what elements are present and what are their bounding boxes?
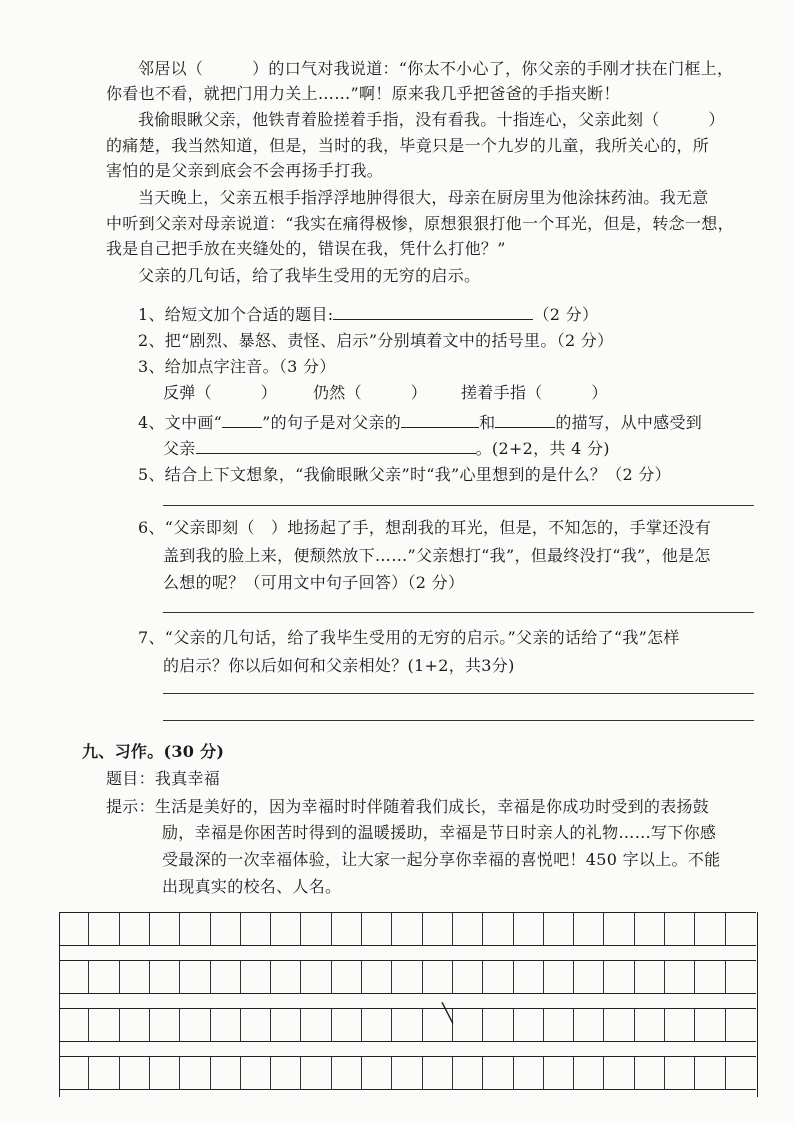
grid-cell-divider [210, 961, 211, 993]
composition-hint: 受最深的一次幸福体验，让大家一起分享你幸福的喜悦吧！450 字以上。不能 [162, 850, 721, 869]
grid-cell-divider [149, 961, 150, 993]
grid-cell-divider [149, 1009, 150, 1041]
question-4 [138, 411, 702, 434]
grid-cell-divider [149, 1057, 150, 1089]
grid-cell-divider [331, 961, 332, 993]
grid-cell-divider [694, 1009, 695, 1041]
grid-cell-divider [452, 913, 453, 945]
grid-cell-divider [603, 1057, 604, 1089]
grid-cell-divider [452, 1057, 453, 1089]
question-5: 5、结合上下文想象，“我偷眼瞅父亲”时“我”心里想到的是什么？（2 分） [138, 465, 671, 484]
grid-cell-divider [88, 1009, 89, 1041]
grid-cell-divider [270, 961, 271, 993]
composition-hint: 提示：生活是美好的，因为幸福时时伴随着我们成长，幸福是你成功时受到的表扬鼓 [106, 797, 710, 816]
composition-hint: 励，幸福是你困苦时得到的温暖援助，幸福是节日时亲人的礼物……写下你感 [162, 823, 717, 842]
grid-cell-divider [573, 913, 574, 945]
grid-cell-divider [513, 1009, 514, 1041]
pinyin-item: 搓着手指（ ） [461, 383, 608, 402]
grid-cell-divider [210, 1009, 211, 1041]
answer-blank[interactable] [222, 411, 262, 428]
answer-blank[interactable] [401, 411, 479, 428]
grid-cell-divider [270, 1057, 271, 1089]
grid-cell-divider [513, 1057, 514, 1089]
grid-cell-divider [603, 913, 604, 945]
answer-line[interactable] [163, 693, 754, 694]
grid-cell-divider [422, 913, 423, 945]
grid-cell-divider [240, 1057, 241, 1089]
passage-line: 我偷眼瞅父亲，他铁青着脸搓着手指，没有看我。十指连心，父亲此刻（ ） [138, 110, 725, 129]
grid-cell-divider [573, 1009, 574, 1041]
answer-line[interactable] [163, 720, 754, 721]
grid-cell-divider [119, 1057, 120, 1089]
grid-cell-divider [331, 913, 332, 945]
passage-line: 中听到父亲对母亲说道：“我实在痛得极惨，原想狠狠打他一个耳光，但是，转念一想， [106, 214, 734, 233]
grid-cell-divider [725, 1009, 726, 1041]
grid-cell-divider [179, 961, 180, 993]
grid-cell-divider [179, 913, 180, 945]
grid-cell-divider [694, 913, 695, 945]
grid-cell-divider [361, 1057, 362, 1089]
grid-cell-divider [513, 961, 514, 993]
writing-grid-row[interactable] [59, 960, 756, 994]
grid-cell-divider [361, 1009, 362, 1041]
question-4-text: 父亲 [163, 439, 196, 458]
question-4-text: ”的句子是对父亲的 [262, 413, 402, 432]
writing-grid-row[interactable] [59, 1056, 756, 1090]
grid-cell-divider [543, 1057, 544, 1089]
answer-blank[interactable] [495, 411, 555, 428]
grid-cell-divider [179, 1009, 180, 1041]
grid-cell-divider [300, 913, 301, 945]
grid-cell-divider [634, 913, 635, 945]
grid-cell-divider [664, 961, 665, 993]
pinyin-item: 仍然（ ） [313, 383, 428, 402]
passage-line: 父亲的几句话，给了我毕生受用的无穷的启示。 [138, 266, 481, 285]
grid-cell-divider [391, 961, 392, 993]
grid-cell-divider [300, 1009, 301, 1041]
grid-cell-divider [422, 1009, 423, 1041]
grid-cell-divider [210, 913, 211, 945]
grid-cell-divider [694, 1057, 695, 1089]
passage-line: 邻居以（ ）的口气对我说道：“你太不小心了，你父亲的手刚才扶在门框上， [138, 59, 734, 78]
passage-line: 当天晚上，父亲五根手指浮浮地肿得很大，母亲在厨房里为他涂抹药油。我无意 [138, 188, 709, 207]
grid-cell-divider [573, 961, 574, 993]
composition-hint: 出现真实的校名、人名。 [162, 877, 342, 896]
grid-cell-divider [300, 961, 301, 993]
grid-cell-divider [603, 961, 604, 993]
writing-grid-row[interactable] [59, 1008, 756, 1042]
passage-line: 我是自己把手放在夹缝处的，错误在我，凭什么打他？” [106, 239, 506, 258]
grid-cell-divider [331, 1057, 332, 1089]
grid-cell-divider [543, 961, 544, 993]
grid-cell-divider [634, 961, 635, 993]
grid-cell-divider [482, 1057, 483, 1089]
grid-cell-divider [119, 1009, 120, 1041]
grid-cell-divider [664, 1009, 665, 1041]
question-7: 的启示？你以后如何和父亲相处？(1+2，共3分) [163, 656, 515, 675]
grid-cell-divider [513, 913, 514, 945]
stray-mark: ╲ [442, 1003, 453, 1024]
writing-grid-row[interactable] [59, 912, 756, 946]
grid-cell-divider [664, 1057, 665, 1089]
grid-cell-divider [543, 913, 544, 945]
question-2: 2、把“剧烈、暴怒、责怪、启示”分别填着文中的括号里。（2 分） [138, 331, 614, 350]
grid-cell-divider [240, 1009, 241, 1041]
answer-blank[interactable] [196, 437, 476, 454]
grid-cell-divider [573, 1057, 574, 1089]
grid-cell-divider [543, 1009, 544, 1041]
grid-cell-divider [361, 961, 362, 993]
answer-line[interactable] [163, 505, 754, 506]
grid-cell-divider [725, 913, 726, 945]
question-1-score: （2 分） [533, 305, 599, 324]
grid-cell-divider [482, 961, 483, 993]
grid-cell-divider [240, 961, 241, 993]
grid-cell-divider [270, 1009, 271, 1041]
grid-cell-divider [331, 1009, 332, 1041]
question-6: 盖到我的脸上来，便颓然放下……”父亲想打“我”，但最终没打“我”，他是怎 [163, 546, 711, 565]
passage-line: 你看也不看，就把门用力关上……”啊！原来我几乎把爸爸的手指夹断！ [106, 84, 620, 103]
grid-cell-divider [391, 913, 392, 945]
question-6: 6、“父亲即刻（ ）地扬起了手，想刮我的耳光，但是，不知怎的，手掌还没有 [138, 518, 712, 537]
question-6: 么想的呢？（可用文中句子回答）（2 分） [163, 573, 465, 592]
grid-cell-divider [88, 1057, 89, 1089]
grid-cell-divider [240, 913, 241, 945]
question-7: 7、“父亲的几句话，给了我毕生受用的无穷的启示。”父亲的话给了“我”怎样 [138, 628, 680, 647]
grid-cell-divider [88, 913, 89, 945]
question-4-line2 [163, 437, 610, 460]
grid-cell-divider [270, 913, 271, 945]
passage-line: 的痛楚，我当然知道，但是，当时的我，毕竟只是一个九岁的儿童，我所关心的，所 [106, 136, 710, 155]
question-4-text: 4、文中画“ [138, 413, 223, 432]
grid-cell-divider [664, 913, 665, 945]
grid-cell-divider [603, 1009, 604, 1041]
grid-cell-divider [391, 1057, 392, 1089]
grid-cell-divider [725, 1057, 726, 1089]
grid-cell-divider [119, 961, 120, 993]
question-4-text: 的描写，从中感受到 [555, 413, 703, 432]
grid-cell-divider [361, 913, 362, 945]
pinyin-item: 反弹（ ） [163, 383, 278, 402]
question-1 [138, 303, 598, 326]
grid-cell-divider [634, 1009, 635, 1041]
grid-cell-divider [422, 961, 423, 993]
grid-cell-divider [694, 961, 695, 993]
grid-cell-divider [391, 1009, 392, 1041]
writing-grid-rows[interactable] [59, 912, 756, 1097]
question-1-text: 1、给短文加个合适的题目: [138, 305, 334, 324]
section-heading: 九、习作。(30 分) [82, 742, 225, 761]
grid-cell-divider [725, 961, 726, 993]
grid-cell-divider [452, 961, 453, 993]
grid-cell-divider [210, 1057, 211, 1089]
grid-cell-divider [634, 1057, 635, 1089]
grid-cell-divider [88, 961, 89, 993]
answer-blank[interactable] [333, 303, 533, 320]
grid-cell-divider [300, 1057, 301, 1089]
question-3: 3、给加点字注音。（3 分） [138, 357, 336, 376]
passage-line: 害怕的是父亲到底会不会再扬手打我。 [106, 161, 384, 180]
grid-cell-divider [179, 1057, 180, 1089]
grid-cell-divider [482, 1009, 483, 1041]
question-4-score: 。(2+2，共 4 分) [475, 439, 610, 458]
question-4-text: 和 [479, 413, 496, 432]
composition-topic: 题目：我真幸福 [106, 769, 221, 788]
grid-cell-divider [119, 913, 120, 945]
answer-line[interactable] [163, 612, 754, 613]
grid-cell-divider [422, 1057, 423, 1089]
grid-cell-divider [482, 913, 483, 945]
grid-cell-divider [149, 913, 150, 945]
